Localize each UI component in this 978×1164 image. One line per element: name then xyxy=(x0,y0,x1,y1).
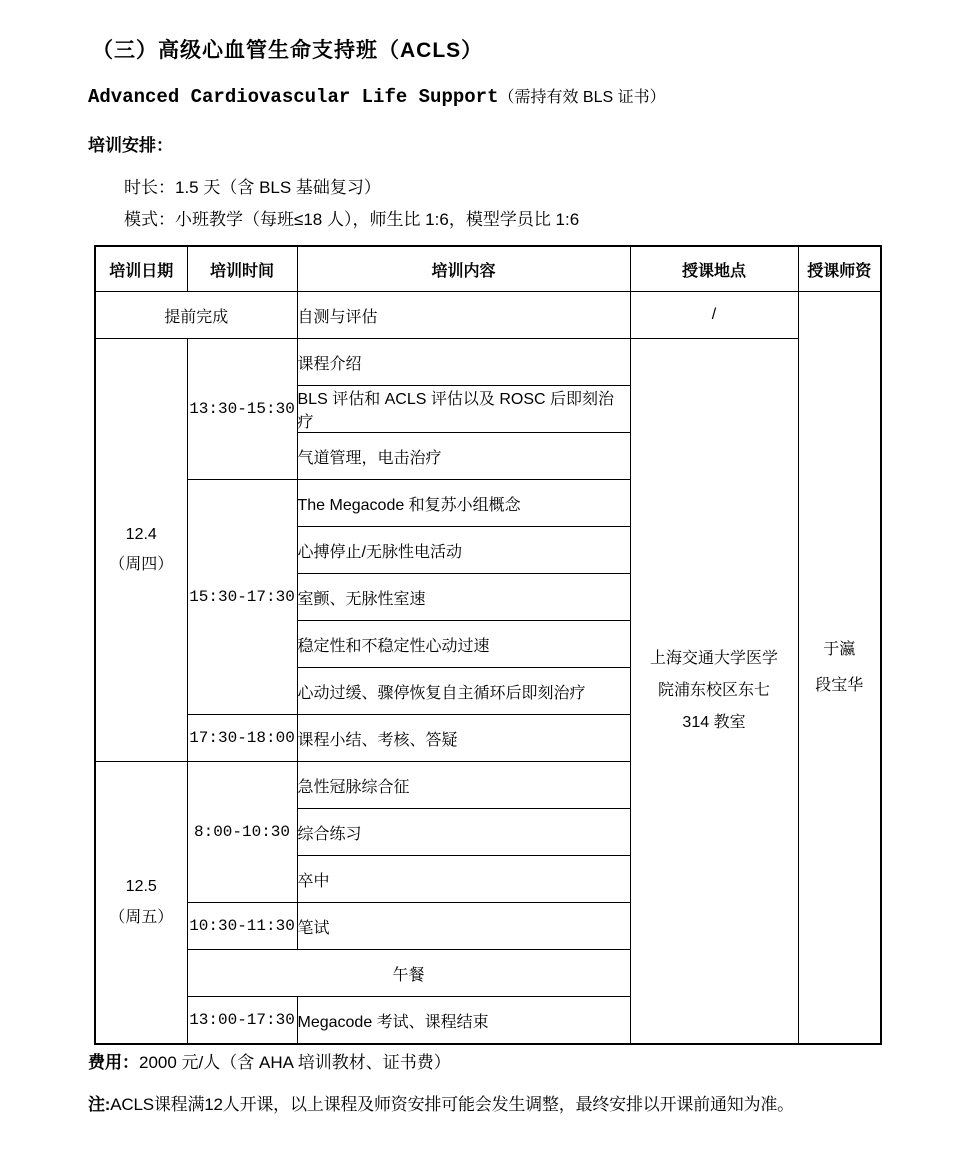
date-value: 12.4 xyxy=(125,525,157,543)
table-header-row xyxy=(95,246,881,292)
table-row xyxy=(95,339,881,386)
cell-topic: 气道管理，电击治疗 xyxy=(297,433,630,480)
cell-instructors xyxy=(798,292,881,1045)
cell-topic: 稳定性和不稳定性心动过速 xyxy=(297,621,630,668)
cell-topic: 心动过缓、骤停恢复自主循环后即刻治疗 xyxy=(297,668,630,715)
cell-time: 13:00-17:30 xyxy=(187,997,297,1045)
date-weekday: （周四） xyxy=(109,556,174,573)
subtitle xyxy=(88,84,666,108)
fee-text: 2000 元/人（含 AHA 培训教材、证书费） xyxy=(139,1053,451,1072)
cell-topic: 急性冠脉综合征 xyxy=(297,762,630,809)
cell-location xyxy=(630,339,798,1045)
instructor-name: 于瀛 xyxy=(823,641,856,659)
cell-date-day2 xyxy=(95,762,187,1045)
cell-date-day1 xyxy=(95,339,187,762)
cell-topic: The Megacode 和复苏小组概念 xyxy=(297,480,630,527)
header-date: 培训日期 xyxy=(95,246,187,292)
cell-time: 13:30-15:30 xyxy=(187,339,297,480)
cell-pre-when: 提前完成 xyxy=(95,292,297,339)
cell-topic: 卒中 xyxy=(297,856,630,903)
page-title: （三）高级心血管生命支持班（ACLS） xyxy=(92,39,484,62)
cell-topic: 课程小结、考核、答疑 xyxy=(297,715,630,762)
cell-topic: Megacode 考试、课程结束 xyxy=(297,997,630,1045)
fee-line xyxy=(88,1048,451,1073)
header-instructor: 授课师资 xyxy=(798,246,881,292)
subtitle-english: Advanced Cardiovascular Life Support xyxy=(88,86,499,108)
cell-topic: BLS 评估和 ACLS 评估以及 ROSC 后即刻治疗 xyxy=(297,386,630,433)
location-line: 上海交通大学医学 xyxy=(649,650,778,667)
cell-topic: 综合练习 xyxy=(297,809,630,856)
cell-time: 10:30-11:30 xyxy=(187,903,297,950)
note-line xyxy=(88,1090,794,1115)
duration-line: 时长：1.5 天（含 BLS 基础复习） xyxy=(124,178,381,197)
training-schedule-table xyxy=(94,245,882,1045)
cell-topic: 室颤、无脉性室速 xyxy=(297,574,630,621)
instructor-name: 段宝华 xyxy=(815,676,864,694)
header-content: 培训内容 xyxy=(297,246,630,292)
cell-topic: 心搏停止/无脉性电活动 xyxy=(297,527,630,574)
cell-topic: 课程介绍 xyxy=(297,339,630,386)
cell-time: 8:00-10:30 xyxy=(187,762,297,903)
cell-topic: 自测与评估 xyxy=(297,292,630,339)
header-time: 培训时间 xyxy=(187,246,297,292)
mode-line: 模式：小班教学（每班≤18 人），师生比 1:6，模型学员比 1:6 xyxy=(124,210,580,229)
note-label: 注: xyxy=(88,1095,111,1114)
cell-time: 15:30-17:30 xyxy=(187,480,297,715)
cell-pre-location: / xyxy=(630,292,798,339)
table-row xyxy=(95,292,881,339)
subtitle-note: （需持有效 BLS 证书） xyxy=(498,89,666,106)
location-line: 院浦东校区东七 xyxy=(657,682,770,699)
date-value: 12.5 xyxy=(125,878,157,896)
location-line: 314 教室 xyxy=(682,714,746,731)
cell-time: 17:30-18:00 xyxy=(187,715,297,762)
cell-topic: 笔试 xyxy=(297,903,630,950)
fee-label: 费用： xyxy=(88,1053,139,1072)
header-location: 授课地点 xyxy=(630,246,798,292)
cell-lunch: 午餐 xyxy=(187,950,630,997)
arrangement-label: 培训安排： xyxy=(88,136,173,155)
note-text: ACLS课程满12人开课，以上课程及师资安排可能会发生调整，最终安排以开课前通知为准。 xyxy=(110,1095,794,1114)
date-weekday: （周五） xyxy=(109,908,174,926)
